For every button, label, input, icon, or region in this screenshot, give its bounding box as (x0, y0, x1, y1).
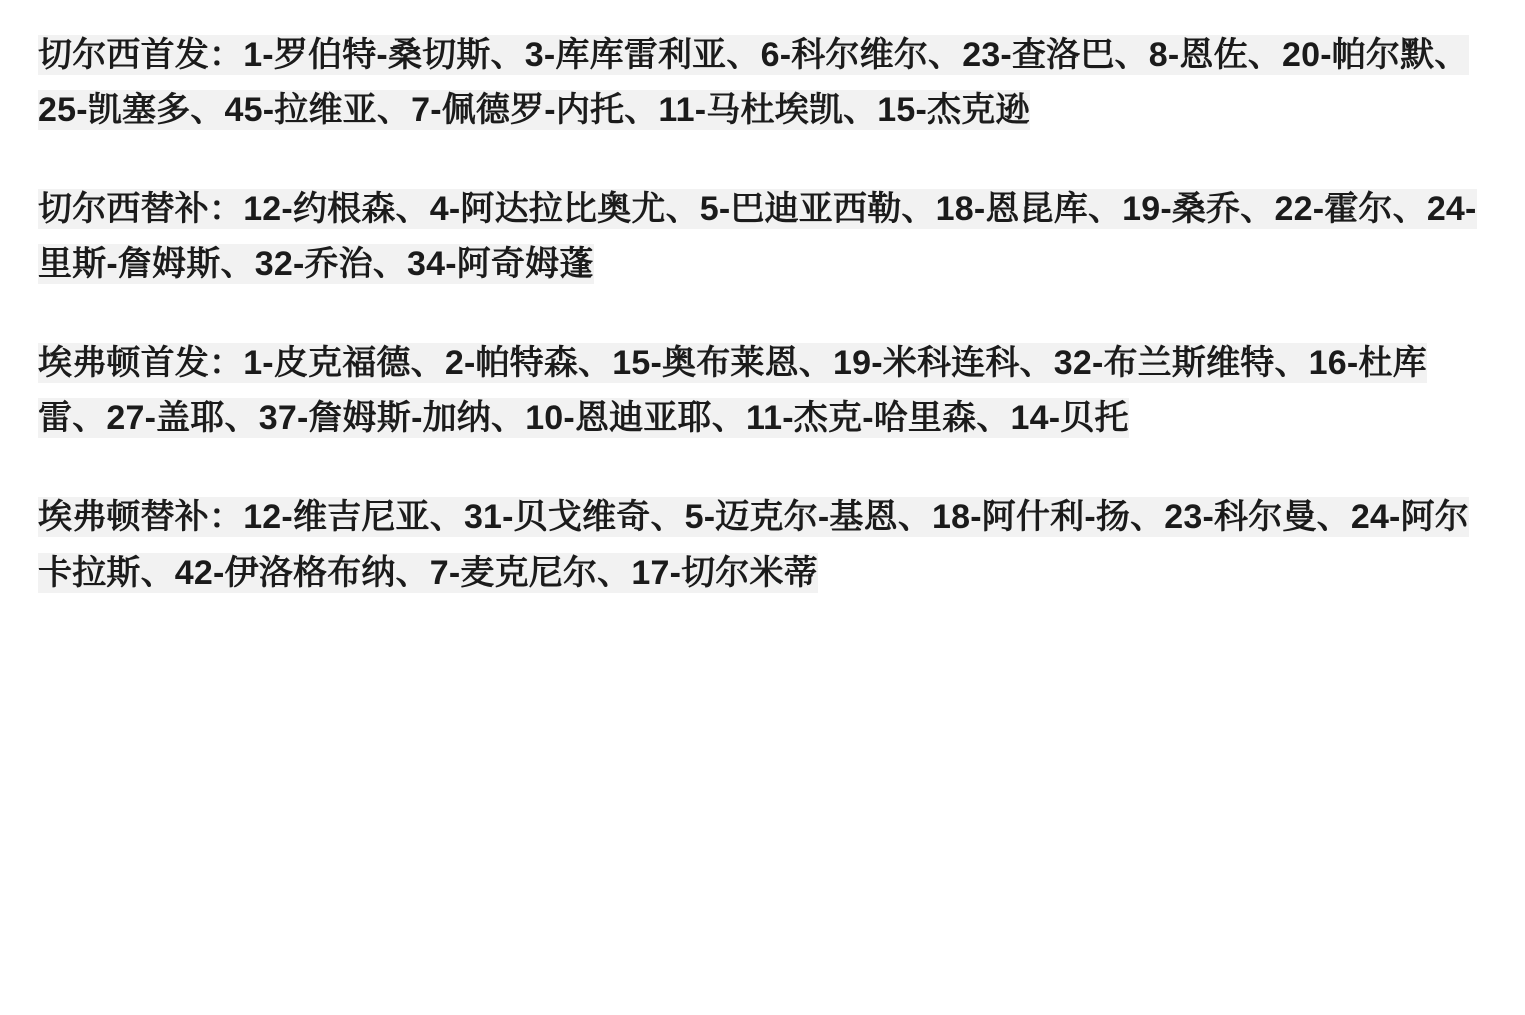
lineup-block-everton-subs (38, 490, 1485, 600)
everton-substitutes-text (38, 490, 1485, 600)
lineup-block-chelsea-subs (38, 182, 1485, 292)
chelsea-substitutes-value: 切尔西替补：12-约根森、4-阿达拉比奥尤、5-巴迪亚西勒、18-恩昆库、19-桑乔、22-霍尔、24-里斯-詹姆斯、32-乔治、34-阿奇姆蓬 (38, 190, 1477, 284)
everton-substitutes-value: 埃弗顿替补：12-维吉尼亚、31-贝戈维奇、5-迈克尔-基恩、18-阿什利-扬、23-科尔曼、24-阿尔卡拉斯、42-伊洛格布纳、7-麦克尼尔、17-切尔米蒂 (38, 498, 1469, 592)
lineup-block-everton-starting (38, 336, 1485, 446)
lineup-block-chelsea-starting (38, 28, 1485, 138)
chelsea-substitutes-text (38, 182, 1485, 292)
everton-starting-xi-text (38, 336, 1485, 446)
chelsea-starting-xi-text (38, 28, 1485, 138)
chelsea-starting-xi-value: 切尔西首发：1-罗伯特-桑切斯、3-库库雷利亚、6-科尔维尔、23-查洛巴、8-恩佐、20-帕尔默、25-凯塞多、45-拉维亚、7-佩德罗-内托、11-马杜埃凯、15-杰克逊 (38, 36, 1469, 130)
everton-starting-xi-value: 埃弗顿首发：1-皮克福德、2-帕特森、15-奥布莱恩、19-米科连科、32-布兰斯维特、16-杜库雷、27-盖耶、37-詹姆斯-加纳、10-恩迪亚耶、11-杰克-哈里森、14-贝托 (38, 344, 1427, 438)
